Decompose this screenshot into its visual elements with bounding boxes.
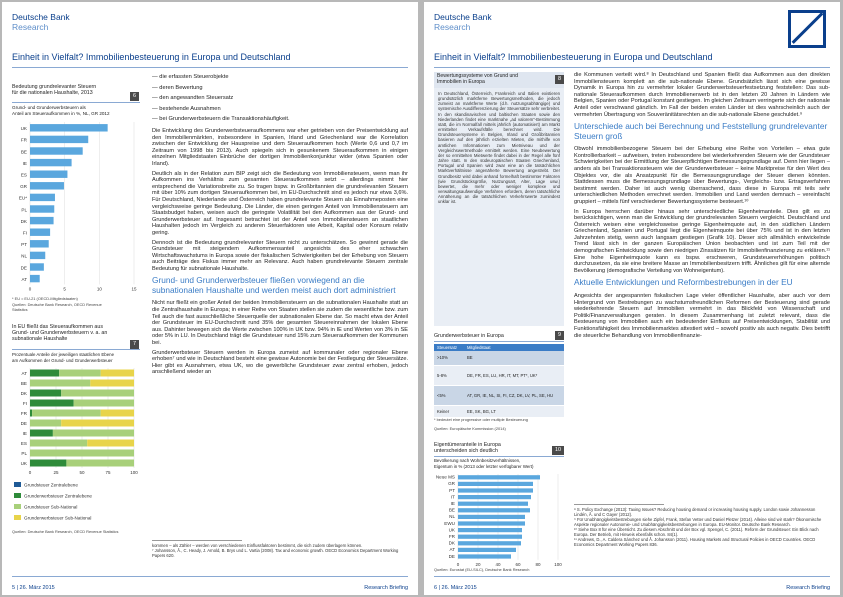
category-label: NL	[449, 514, 455, 520]
bar-segment	[87, 440, 134, 447]
bar	[30, 228, 50, 235]
bar-segment	[30, 390, 61, 397]
chart7-subtitle: Prozentuale Anteile der jeweiligen staatlichen Ebene am Aufkommen der Grund- und Grunderwerbsteuer	[12, 352, 115, 363]
category-label: AT	[21, 371, 27, 376]
bar-segment	[32, 410, 101, 417]
bar	[30, 263, 44, 270]
bar	[458, 495, 531, 499]
table-row	[434, 365, 564, 385]
legend-swatch	[14, 515, 21, 520]
bar-segment	[59, 370, 101, 377]
bullet-item: — bestehende Ausnahmen	[152, 104, 402, 115]
chart7-title: In EU fließt das Steueraufkommen aus Grund- und Grunderwerbsteuern v. a. an subnationale Haushalte	[12, 324, 108, 342]
brand	[434, 12, 492, 32]
category-label: IT	[450, 494, 455, 500]
paragraph: Dennoch ist die Bedeutung grundrelevanter Steuern nicht zu unterschätzen. So gewinnt gerade die Grundsteuer mit steigendem Aufkommensanteil angesichts des eher schwachen Wirtschaftswachstums in Europa sowie der fiskalischen Schwierigkeiten bei der Erhebung von Steuern auch Beiträge des Fiskus immer mehr an Relevanz. Auch haben grundrelevante Steuern zentrale Bedeutung für subnationale Haushalte.	[152, 239, 408, 272]
x-tick-label: 50	[79, 470, 85, 475]
bar-segment	[101, 410, 134, 417]
category-label: EWU	[444, 520, 455, 526]
bar-segment	[30, 440, 87, 447]
chart6-note: * EU = EU-21 (OECD-Mitgliedstaaten)	[12, 296, 78, 301]
section-heading: Grund- und Grunderwerbsteuer fließen vorwiegend an die subnationalen Haushalte und werden meist auch dort administriert	[152, 275, 396, 295]
category-label: AT	[449, 547, 455, 553]
bar-segment	[74, 400, 134, 407]
table-cell: DE, FR, ES, LU, HR, IT, MT, PT*, UK*	[464, 365, 564, 385]
bar-segment	[61, 420, 134, 427]
table-cell: 5-8%	[434, 365, 464, 385]
paragraph: In Europa herrschen darüber hinaus sehr unterschiedliche Eigenheimanteile. Dies gilt es zu berücksichtigen, wenn man die Entwicklung der grundrelevanten Steuern vergleicht. Deutschland und Österreich weisen eine vergleichsweise geringe Eigenheimquote auf, in den südlichen Ländern Griechenland, Spanien und Portugal liegt die Eigenheimquote bei über 75% und ist in den letzten Jahrzehnten stetig, wenn auch langsam gestiegen (Grafik 10). Dieser sich allmählich entwickelnde Trend lässt sich in der ganzen Europäischen Union beobachten und ist zum Teil mit der demografischen Entwicklung sowie den niedrigen Zinssätzen für Immobilienfinanzierung zu erklären.¹¹ Eine hohe Eigenheimquote kann es bspw. erschweren, Grundsteuererhöhungen politisch durchzusetzen, da sie eine breitere Masse an Immobilienbesitzern trifft. Ähnliches gilt für eine alternde Bevölkerung (demografische Verteilung von Wohneigentum).	[574, 208, 830, 274]
bullet-item: — deren Bewertung	[152, 83, 402, 94]
chapter-title: Einheit in Vielfalt? Immobilienbesteuerung in Europa und Deutschland	[12, 52, 291, 62]
paragraph: Nicht nur fließt ein großer Anteil der beiden Immobiliensteuern an die subnationalen Haushalte statt an die Zentralhaushalte in Europa; in einer Reihe von Staaten stellen sie zudem die wesentliche bzw. zum Teil auch die fast ausschließliche Steuerquelle der subnationalen Ebene dar. So macht etwa der Anteil der Grundsteuer im EU-Durchschnitt rund 35% der gesamten Steuereinnahmen der lokalen Ebene aus. Dahinter bewegen sich die Werte zwischen 100% in UK bzw. 94% in IE und Werten von 3% in SE oder 5% in LU. In Deutschland trägt die Grundsteuer rund 15% zum Steueraufkommen der Kommunen bei.	[152, 300, 408, 347]
chart7-source: Quellen: Deutsche Bank Research, OECD Revenue Statistics	[12, 529, 119, 534]
table-row	[434, 405, 564, 417]
chart10-subtitle: Bevölkerung nach Wohnbesitzverhältnissen, Eigentum in % (2013 oder letzter verfügbarer Wert)	[434, 458, 534, 469]
x-tick-label: 100	[130, 470, 138, 475]
category-label: ES	[20, 441, 27, 446]
bar-segment	[30, 430, 53, 437]
chart10-number: 10	[552, 446, 564, 455]
bar-segment	[30, 460, 66, 467]
bar	[30, 182, 64, 189]
table-header: Mitgliedstaat	[464, 344, 564, 351]
category-label: FI	[22, 401, 27, 406]
bullet-item: — bei Grunderwerbsteuern die Transaktionshäufigkeit.	[152, 114, 402, 125]
legend-label: Grunderwerbsteuer Zentralebene	[24, 493, 92, 499]
chart6-subtitle: Grund- und Grunderwerbsteuern als Anteil am Steueraufkommen in %, NL, GR 2012	[12, 105, 110, 116]
paragraph: Angesichts der angespannten fiskalischen Lage vieler öffentlicher Haushalte, aber auch vor dem Hintergrund von Bestrebungen zu wachstumsfreundlichen Reformen der Besteuerung sind gerade wiederkehrende Steuern auf Immobilien vermehrt in das Blickfeld von Wissenschaft und Politik/Finanzverwaltungen geraten. In diesem Zusammenhang ist zuletzt relevant, dass die Besteuerung von Immobilien auch ein bedeutender Einfluss auf Preisentwicklungen, Stabilität und Funktionsfähigkeit des Immobilienmarktes attestiert wird – sowohl positiv als auch negativ. Dies betrifft die steuerliche Behandlung von Immobilienfinanzie-	[574, 292, 830, 339]
bar-segment	[30, 380, 90, 387]
x-tick-label: 20	[475, 561, 481, 567]
table9-source: Quellen: Europäische Kommission (2014)	[434, 426, 506, 431]
x-tick-label: 5	[63, 286, 66, 292]
page-left	[2, 2, 418, 595]
bar	[458, 482, 533, 486]
bar-segment	[66, 460, 134, 467]
x-tick-label: 10	[96, 286, 102, 292]
bullet-item: — den angewandten Steuersatz	[152, 93, 402, 104]
category-label: DK	[448, 540, 455, 546]
category-label: ES	[20, 172, 27, 178]
footnotes: kommen – als Zähler – werden von verschiedenen Einflussfaktoren bestimmt, die sich zudem überlagern können. ⁷ Johansson, Å., C. Heady, J. Arnold, B. Brys und L. Vartia (2008). Tax and economic growth. OECD Economics Department Working Papers 620.	[152, 543, 399, 558]
chart10-rule	[434, 456, 564, 457]
chart6-svg	[12, 120, 142, 292]
section-heading: Aktuelle Entwicklungen und Reformbestrebungen in der EU	[574, 277, 793, 288]
page-number: 6 | 26. März 2015	[434, 585, 477, 591]
table-cell: EE, SK, BG, LT	[464, 405, 564, 417]
category-label: PT	[21, 242, 27, 248]
footnotes: ⁸ S. Policy Exchange (2013): Taxing Issues? Reducing housing demand or increasing housing supply. London sowie Johannesson Lindén, Å. und C Gayer (2012). ⁹ Für Unabhängigkeitsbestrebungen siehe Zipfel, Frank, Stefan Vetter und Daniel Pletzer (2014). Alleine sind wir stark? Ökonomische Aspekte regionaler Autonomie- und Unabhängigkeitsbestrebungen in Europa. EU-Monitor. Deutsche Bank Research. ¹⁰ Siehe Box 8 für eine Übersicht. Zu diesem Abschnitt und der Box vgl. Spengel, C. (2011). Reform der Grundsteuer: Ein Blick nach Europa. Der Betrieb, mit Hinweis ebenfalls schon. 84(1). ¹¹ Andrews, D., A. Caldera Sánchez und Å. Johansson (2011). Housing Markets and Structural Policies in OECD Countries. OECD Economics Department Working Papers 836.	[574, 507, 822, 547]
brand	[12, 12, 70, 32]
table-cell: Keiner	[434, 405, 464, 417]
table-cell: BE	[464, 351, 564, 365]
bar	[30, 194, 55, 201]
bar	[458, 502, 528, 506]
category-label: IE	[22, 431, 27, 436]
category-label: GR	[20, 184, 27, 190]
chart10-title: Eigentümeranteile in Europa unterscheiden sich deutlich	[434, 442, 501, 454]
legend-swatch	[14, 493, 21, 498]
chapter-title: Einheit in Vielfalt? Immobilienbesteuerung in Europa und Deutschland	[434, 52, 713, 62]
x-tick-label: 15	[131, 286, 137, 292]
paragraph: Die Entwicklung des Grunderwerbsteueraufkommens war eher getrieben von der Preisentwicklung auf den Immobilienmärkten, insbesondere in Spanien, Irland und Griechenland war die Korrelation zwischen der Entwicklung der Hauspreise und dem Steueraufkommen hoch (Werte 0,6 und 0,7 im Zeitraum von 1998 bis 2013). Auch spiegeln sich in gesunkenem Steueraufkommen in einigen einzelnen Mitgliedstaaten Einbrüche der dortigen Immobilienkonjunktur wider (etwa Spanien oder Irland).	[152, 128, 408, 167]
legend-label: Grundsteuer Sub-National	[24, 504, 78, 510]
bar	[30, 252, 45, 259]
legend-label: Grunderwerbsteuer Sub-National	[24, 515, 92, 521]
category-label: IE	[450, 501, 455, 507]
box8-title: Bewertungssysteme von Grund und Immobilien in Europa	[434, 72, 564, 88]
legend-swatch	[14, 504, 21, 509]
category-label: NL	[21, 253, 27, 259]
table9-rule	[434, 341, 564, 342]
chart7-svg	[12, 366, 142, 476]
table-cell: >10%	[434, 351, 464, 365]
legend-label: Grundsteuer Zentralebene	[24, 482, 78, 488]
bar-segment	[30, 370, 59, 377]
chart10-source: Quellen: Eurostat (EU-SILC), Deutsche Bank Research	[434, 567, 530, 572]
bar-segment	[61, 390, 134, 397]
bar	[30, 205, 54, 212]
bar	[30, 159, 72, 166]
paragraph: die Kommunen verteilt wird.⁸ In Deutschland und Spanien fließt das Aufkommen aus den direkten Immobiliensteuern komplett an die sub-nationale Ebene. Grundsätzlich lässt sich eine gewisse Dynamik in Europa hin zu vermehrter lokaler Grunderwerbsteuerfestsetzung feststellen: Das sub-nationale Steueraufkommen durch Immobilienerwerb ist in den letzten 20 Jahren in Ländern wie Belgien, Spanien oder Portugal konstant gestiegen. Im gleichen Zeitraum verringerte sich der nationale Anteil oder verschwand gänzlich. Im Fall der beiden ersten Länder ist dies wahrscheinlich auch der vermehrten Übertragung von Souveränitätsrechten an die sub-nationale Ebene geschuldet.⁹	[574, 72, 830, 118]
x-tick-label: 75	[105, 470, 111, 475]
table-header-row	[434, 344, 564, 351]
x-tick-label: 0	[456, 561, 460, 567]
header-rule	[434, 67, 830, 68]
brand-name: Deutsche Bank	[12, 12, 70, 22]
chart10-svg	[434, 472, 564, 566]
chart7-legend	[12, 480, 142, 528]
property-transfer-tax-table	[434, 344, 564, 418]
category-label: BE	[20, 149, 27, 155]
bar	[30, 275, 40, 282]
category-label: DE	[20, 421, 27, 426]
category-label: UK	[448, 527, 455, 533]
category-label: DE	[20, 265, 27, 271]
table9-note: * bedeutet eine progressive oder multiple Besteuerung	[434, 417, 528, 422]
category-label: BE	[448, 507, 455, 513]
bar	[458, 535, 522, 539]
bar	[458, 515, 525, 519]
bar	[458, 528, 522, 532]
bar	[30, 240, 49, 247]
category-label: FI	[22, 230, 27, 236]
page-number: 5 | 26. März 2015	[12, 585, 55, 591]
bar	[30, 124, 108, 131]
x-tick-label: 0	[28, 286, 32, 292]
category-label: DE	[448, 553, 455, 559]
bar	[458, 521, 525, 525]
page-right	[424, 2, 840, 595]
category-label: PT	[449, 487, 455, 493]
bar	[458, 475, 540, 479]
x-tick-label: 25	[53, 470, 59, 475]
footer-rule	[12, 576, 408, 577]
category-label: DK	[20, 391, 27, 396]
bar	[458, 554, 511, 558]
category-label: FR	[20, 137, 27, 143]
x-tick-label: 80	[535, 561, 541, 567]
chart6-source: Quellen: Deutsche Bank Research, OECD Revenue Statistics	[12, 302, 102, 312]
chart6-rule	[12, 102, 140, 103]
category-label: EU*	[18, 195, 27, 201]
category-label: IE	[22, 160, 27, 166]
paragraph: Obwohl immobilienbezogene Steuern bei der Erhebung eine Reihe von Vorteilen – etwa gute Kontrollierbarkeit – aufweisen, treten insbesondere bei wiederkehrenden Steuern wie der Grundsteuer Schwierigkeiten bei der Ermittlung der Steuerpflichtigen Bemessungsgrundlage auf. Denn hier liegen – anders als bei Transaktionssteuern wie der Grunderwerbsteuer – keine Marktpreise für den Wert des Objektes vor, die als Ansatzpunkt für die Bemessungsgrundlage der Steuer dienen könnten. Stattdessen muss die Bemessungsgrundlage über Bewertungs-, Vergleichs- bzw. Ertragsverfahren bestimmt werden. Daher ist auch wenig überraschend, dass diese in Europa mit teils sehr unterschiedlichen Methoden errechnet werden. Immobilien und Land werden demnach – vereinfacht gruppiert – mittels fünf verschiedener Bewertungssysteme besteuert.¹⁰	[574, 146, 830, 205]
category-label: UK	[20, 126, 27, 132]
bullet-list	[152, 72, 402, 125]
bar	[458, 548, 516, 552]
category-label: FR	[448, 534, 455, 540]
left-body	[152, 128, 408, 536]
category-label: FR	[20, 411, 27, 416]
box8-number: 8	[555, 75, 564, 84]
brand-sub: Research	[12, 22, 49, 32]
category-label: PL	[21, 451, 27, 456]
paragraph: Grunderwerbsteuer Steuern werden in Europa zumeist auf kommunaler oder regionaler Ebene erhoben⁷ und wie in Deutschland besteht eine gewisse Autonomie bei der Festlegung der Steuersätze. Hier gibt es Ausnahmen, etwa UK, wo die gewerbliche Grundsteuer zwar zentral erhoben, jedoch anschließend wieder an	[152, 349, 408, 376]
bar-segment	[30, 450, 134, 457]
brand-name: Deutsche Bank	[434, 12, 492, 22]
bar	[30, 147, 83, 154]
box8-text: In Deutschland, Österreich, Frankreich und Italien existieren grundsätzlich marktferne Bewertungsmethoden, die jedoch zumeist an marktferne Werte (d.h. nutzungsabhängige) und systemische Ausdifferenzierung der Steuersätze sehr verbreitet. In den skandinavischen und baltischen Staaten sowie den Niederlanden findet eine marktnahe „ad valorem“-Bestimmung statt, die im Normalfall mittels jährlich (automatisiert) am Markt ermittelter Verkaufsfälle berechnet wird. Die Grundsteuersysteme in Belgien, Irland und Großbritannien basieren auf den jährlich erzielten Mieten, die mithilfe von amtlichen Informationen zum Mietniveau und der Vergleichswertmethode ermittelt werden. Eine Neubewertung der so ermittelten Mietwerte findet dabei in der Regel alle fünf Jahre statt. In den südeuropäischen Staaten Griechenland, Portugal und Spanien wird zwar eine an die tatsächlichen Marktverhältnisse angenäherte Bewertung angestrebt. Der Grundbesitz wird dabei anhand formelhaft bestimmter Faktoren (wie Grundstücksgröße, Nutzungsart, Alter, Lage usw.) bewertet, die mehr oder weniger komplexe und verwaltungsaufwendige Verfahren erfordern, deren tatsächliche Annäherung an die tatsächlichen Verkehrswerte zumindest unklar ist.	[434, 88, 564, 326]
table9-number: 9	[555, 331, 564, 340]
bullet-item: — die erfassten Steuerobjekte	[152, 72, 402, 83]
bar	[30, 170, 67, 177]
chart6-number: 6	[130, 92, 139, 101]
bar	[30, 217, 54, 224]
bar	[458, 541, 521, 545]
table-header: Steuersatz	[434, 344, 464, 351]
footnote-rule	[574, 504, 664, 505]
chart7-rule	[12, 349, 140, 350]
category-label: AT	[21, 276, 27, 282]
bar-segment	[53, 430, 134, 437]
header-rule	[12, 67, 408, 68]
bar-segment	[30, 400, 74, 407]
bar-segment	[90, 380, 134, 387]
bar-segment	[101, 370, 134, 377]
category-label: GR	[448, 481, 455, 487]
footer-publication: Research Briefing	[364, 585, 408, 591]
deutsche-bank-logo	[788, 10, 826, 48]
category-label: PL	[21, 207, 27, 213]
x-tick-label: 100	[554, 561, 562, 567]
table-row	[434, 385, 564, 405]
category-label: Neue MS	[435, 474, 455, 480]
bar	[458, 488, 533, 492]
legend-swatch	[14, 482, 21, 487]
table-cell: AT, GR, IE, NL, SI, FI, CZ, DK, LV, PL, SE, HU	[464, 385, 564, 405]
category-label: BE	[20, 381, 27, 386]
table-row	[434, 351, 564, 365]
category-label: DK	[20, 218, 27, 224]
table9-title: Grunderwerbsteuer in Europa	[434, 333, 504, 339]
bar	[30, 136, 88, 143]
section-heading: Unterschiede auch bei Berechnung und Feststellung grundrelevanter Steuern groß	[574, 121, 828, 141]
bar-segment	[30, 410, 32, 417]
table-cell: <5%	[434, 385, 464, 405]
chart6-title: Bedeutung grundrelevanter Steuern für die nationalen Haushalte, 2013	[12, 84, 97, 96]
x-tick-label: 40	[495, 561, 501, 567]
footnote-rule	[152, 540, 242, 541]
chart7-number: 7	[130, 340, 139, 349]
x-tick-label: 0	[28, 470, 32, 475]
right-body	[574, 72, 830, 500]
bar-segment	[30, 420, 61, 427]
footer-rule	[434, 576, 830, 577]
footer-publication: Research Briefing	[786, 585, 830, 591]
paragraph: Deutlich als in der Relation zum BIP zeigt sich die Bedeutung von Immobiliensteuern, wenn man ihr Aufkommen ins Verhältnis zum gesamten Steueraufkommen setzt – allerdings nimmt hier entsprechend die Variationsbreite zu. So tragen bspw. in Großbritannien die grundrelevanten Steuern mit über 10% zum dortigen Steueraufkommen bei, im EU-Durchschnitt sind es jedoch nur etwa 3,6%. Für Deutschland, Niederlande und Österreich haben grundrelevante Steuern als Einnahmeposten eine vergleichsweise geringe Bedeutung. Die Länder, die einen geringen Anteil von Immobiliensteuern am Staatsbudget haben, weisen auch die geringste Volatilität bei den Aufkommen aus der Grund- und Grunderwerbsteuer auf. Insgesamt betrachtet ist der Anteil von Immobiliensteuern an staatlichen Haushalten jedoch im Vergleich zu anderen Steuerfaktoren wie Arbeit, Kapital oder Konsum relativ gering.	[152, 170, 408, 236]
brand-sub: Research	[434, 22, 471, 32]
category-label: UK	[20, 461, 27, 466]
bar	[458, 508, 530, 512]
x-tick-label: 60	[515, 561, 521, 567]
